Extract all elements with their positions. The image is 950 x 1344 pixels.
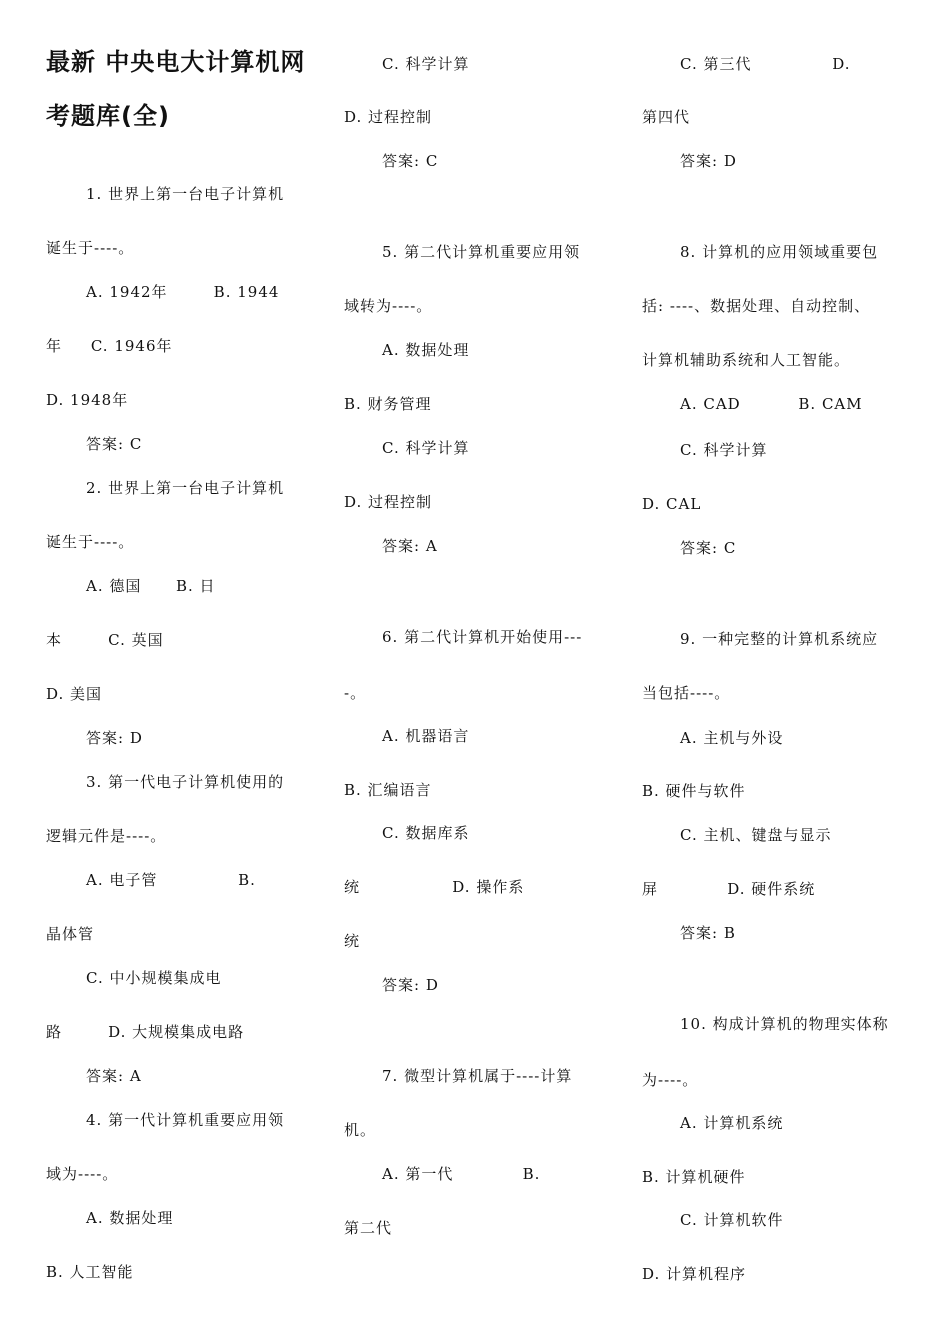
text-line: 本 C. 英国 <box>46 631 164 649</box>
text-line: 答案: C <box>382 152 439 170</box>
text-line: 答案: C <box>680 539 737 557</box>
text-line: C. 科学计算 <box>382 439 470 457</box>
text-line: 年 C. 1946年 <box>46 337 173 355</box>
text-line: B. 人工智能 <box>46 1263 134 1281</box>
text-line: C. 数据库系 <box>382 824 470 842</box>
text-line: C. 科学计算 <box>680 441 768 459</box>
text-line: A. 计算机系统 <box>680 1114 784 1132</box>
text-line: C. 科学计算 <box>382 55 470 73</box>
text-line: 8. 计算机的应用领域重要包 <box>680 243 879 261</box>
text-line: A. 机器语言 <box>382 727 470 745</box>
text-line: 括: ----、数据处理、自动控制、 <box>642 297 871 315</box>
text-line: 2. 世界上第一台电子计算机 <box>86 479 285 497</box>
text-line: A. 1942年 B. 1944 <box>86 283 280 301</box>
text-line: D. 1948年 <box>46 391 129 409</box>
text-line: A. CAD B. CAM <box>680 395 863 413</box>
text-line: A. 电子管 B. <box>86 871 256 889</box>
text-line: 9. 一种完整的计算机系统应 <box>680 630 879 648</box>
text-line: A. 主机与外设 <box>680 729 784 747</box>
text-line: 当包括----。 <box>642 684 731 702</box>
text-line: B. 硬件与软件 <box>642 782 746 800</box>
text-line: 答案: D <box>680 152 737 170</box>
text-line: 晶体管 <box>46 925 95 943</box>
text-line: 为----。 <box>642 1071 699 1089</box>
text-line: 路 D. 大规模集成电路 <box>46 1023 245 1041</box>
text-line: 10. 构成计算机的物理实体称 <box>680 1015 889 1033</box>
text-line: 机。 <box>344 1121 377 1139</box>
text-line: 答案: A <box>382 537 438 555</box>
text-line: 域转为----。 <box>344 297 433 315</box>
text-line: D. 计算机程序 <box>642 1265 747 1283</box>
text-line: 屏 D. 硬件系统 <box>642 880 816 898</box>
text-line: C. 主机、键盘与显示 <box>680 826 832 844</box>
document-title-line1: 最新 中央电大计算机网 <box>46 48 306 76</box>
text-line: B. 汇编语言 <box>344 781 432 799</box>
text-line: 答案: D <box>86 729 143 747</box>
text-line: 诞生于----。 <box>46 239 135 257</box>
document-title-line2: 考题库(全) <box>46 102 170 130</box>
text-line: 3. 第一代电子计算机使用的 <box>86 773 285 791</box>
text-line: C. 中小规模集成电 <box>86 969 222 987</box>
text-line: 诞生于----。 <box>46 533 135 551</box>
text-line: 逻辑元件是----。 <box>46 827 167 845</box>
text-line: D. 美国 <box>46 685 103 703</box>
text-line: 答案: A <box>86 1067 142 1085</box>
text-line: 第二代 <box>344 1219 393 1237</box>
text-line: 统 D. 操作系 <box>344 878 525 896</box>
text-line: D. 过程控制 <box>344 108 433 126</box>
text-line: A. 德国 B. 日 <box>86 577 216 595</box>
text-line: A. 数据处理 <box>382 341 470 359</box>
text-line: D. CAL <box>642 495 702 513</box>
text-line: D. 过程控制 <box>344 493 433 511</box>
text-line: 统 <box>344 932 361 950</box>
text-line: C. 第三代 D. <box>680 55 851 73</box>
text-line: A. 数据处理 <box>86 1209 174 1227</box>
text-line: A. 第一代 B. <box>382 1165 541 1183</box>
text-line: -。 <box>344 684 367 702</box>
text-line: 6. 第二代计算机开始使用--- <box>382 628 583 646</box>
text-line: B. 财务管理 <box>344 395 432 413</box>
text-line: B. 计算机硬件 <box>642 1168 746 1186</box>
text-line: 答案: B <box>680 924 736 942</box>
text-line: 计算机辅助系统和人工智能。 <box>642 351 851 369</box>
text-line: 7. 微型计算机属于----计算 <box>382 1067 573 1085</box>
text-line: 答案: C <box>86 435 143 453</box>
text-line: 域为----。 <box>46 1165 119 1183</box>
text-line: 答案: D <box>382 976 439 994</box>
text-line: 1. 世界上第一台电子计算机 <box>86 185 285 203</box>
text-line: 4. 第一代计算机重要应用领 <box>86 1111 285 1129</box>
text-line: 第四代 <box>642 108 691 126</box>
text-line: C. 计算机软件 <box>680 1211 784 1229</box>
text-line: 5. 第二代计算机重要应用领 <box>382 243 581 261</box>
